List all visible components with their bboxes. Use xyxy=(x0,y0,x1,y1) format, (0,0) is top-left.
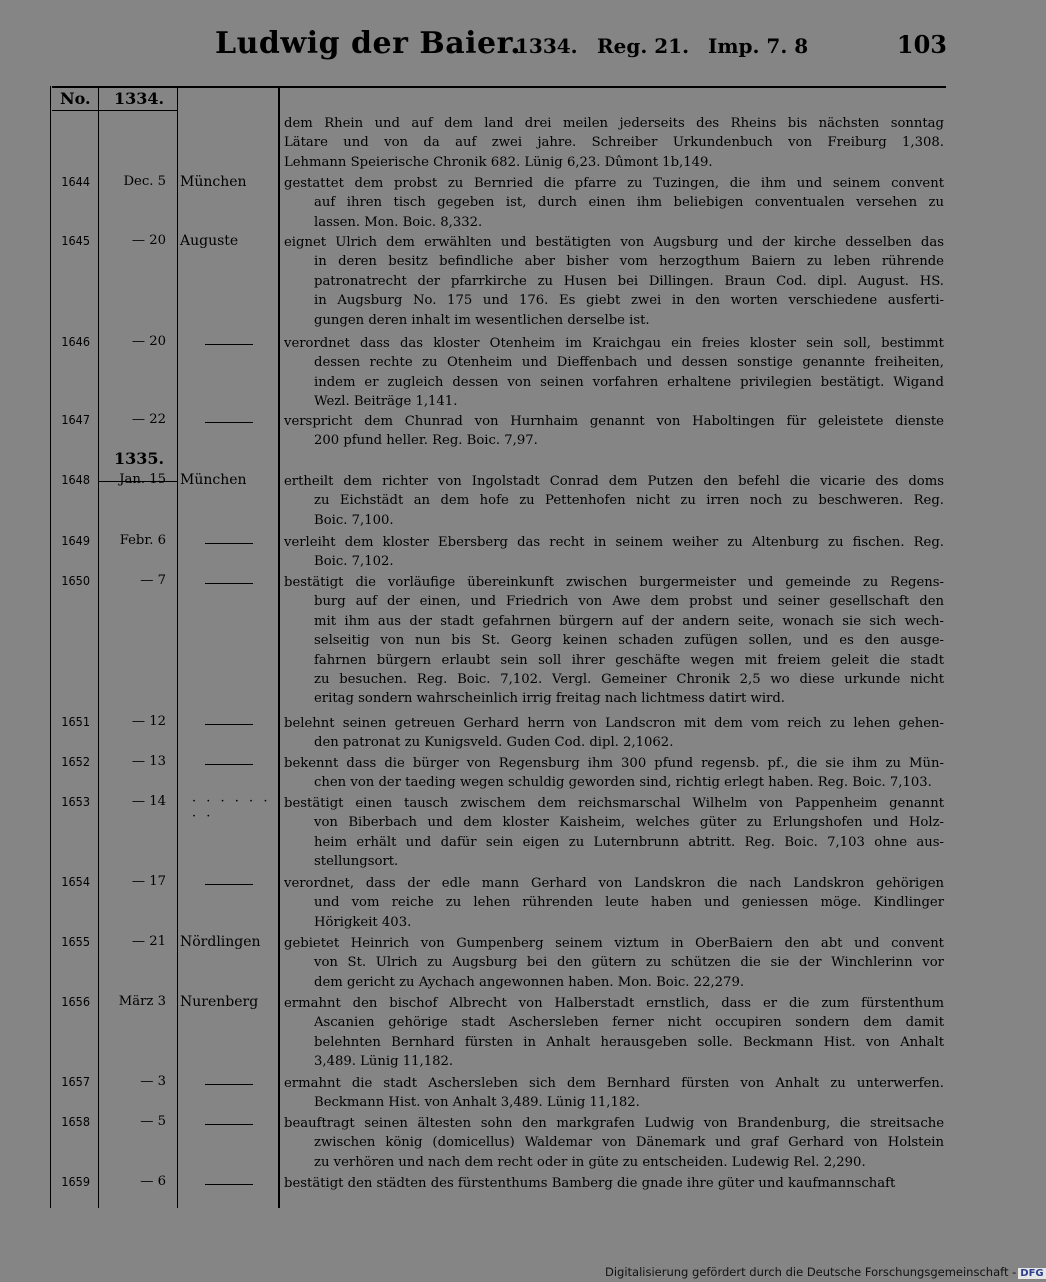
entry-text xyxy=(284,874,944,932)
entry-line: eignet Ulrich dem erwählten und bestätigten von Augsburg und der kirche desselben das xyxy=(284,235,944,250)
entry-place: Nördlingen xyxy=(180,934,261,950)
entry-text xyxy=(284,1114,944,1172)
entry-line: eritag sondern wahrscheinlich irrig freitag nach lichtmess datirt wird. xyxy=(314,691,785,707)
entry-line: Boic. 7,100. xyxy=(314,512,394,528)
entry-date: — 20 xyxy=(131,233,166,248)
place-ditto-rule xyxy=(205,543,253,544)
entry-date: — 5 xyxy=(140,1114,166,1129)
entry-line: zu Eichstädt an dem hofe zu Pettenhofen nicht zu irren noch zu beschweren. Reg. xyxy=(314,493,944,509)
entry-text xyxy=(284,233,944,330)
entry-date: — 3 xyxy=(140,1074,166,1089)
entry-number: 1647 xyxy=(61,412,90,427)
entry-line: Boic. 7,102. xyxy=(314,554,394,570)
entry-text xyxy=(284,934,944,992)
entry-line: von St. Ulrich zu Augsburg bei den gütern zu schützen die sie der Winchlerinn vor xyxy=(314,955,944,971)
entry-text xyxy=(284,714,944,753)
table-left-rule xyxy=(50,86,51,1208)
entry-line: 200 pfund heller. Reg. Boic. 7,97. xyxy=(314,433,538,449)
entry-date: — 6 xyxy=(140,1174,166,1189)
entry-line: verordnet dass das kloster Otenheim im Kraichgau ein freies kloster sein soll, bestimmt xyxy=(284,336,944,351)
entry-text xyxy=(284,794,944,872)
continuation-line: dem Rhein und auf dem land drei meilen jederseits des Rheins bis nächsten sonntag xyxy=(284,116,944,131)
entry-line: von Biberbach und dem kloster Kaisheim, welches güter zu Erlungshofen und Holz- xyxy=(314,815,944,831)
entry-number: 1645 xyxy=(61,233,90,248)
entry-line: belehnten Bernhard fürsten in Anhalt herausgeben solle. Beckmann Hist. von Anhalt xyxy=(314,1034,944,1050)
entry-number: 1654 xyxy=(61,874,90,889)
entry-place: Auguste xyxy=(180,233,239,249)
entry-line: beauftragt seinen ältesten sohn den markgrafen Ludwig von Brandenburg, die streitsache xyxy=(284,1116,944,1131)
running-title: Ludwig der Baier. xyxy=(215,26,522,61)
entry-date: — 22 xyxy=(131,412,166,427)
entry-line: bestätigt den städten des fürstenthums Bamberg die gnade ihre güter und kaufmannschaft xyxy=(284,1176,896,1191)
entry-number: 1655 xyxy=(61,934,90,949)
place-ditto-rule xyxy=(205,724,253,725)
entry-line: dem gericht zu Aychach angewonnen haben. Mon. Boic. 22,279. xyxy=(314,974,745,990)
entry-text xyxy=(284,1174,944,1193)
entry-line: bestätigt die vorläufige übereinkunft zwischen burgermeister und gemeinde zu Regens- xyxy=(284,575,944,590)
entry-number: 1646 xyxy=(61,334,90,349)
regesta-table xyxy=(52,86,946,1208)
entry-number: 1650 xyxy=(61,573,90,588)
place-ditto-rule xyxy=(205,422,253,423)
entry-line: stellungsort. xyxy=(314,854,399,870)
place-ditto-rule xyxy=(205,583,253,584)
running-year: 1334. xyxy=(515,34,578,58)
entry-number: 1651 xyxy=(61,714,90,729)
entry-date: — 20 xyxy=(131,334,166,349)
table-top-rule xyxy=(52,86,946,88)
entry-text xyxy=(284,472,944,530)
entry-text xyxy=(284,334,944,412)
entry-number: 1656 xyxy=(61,994,90,1009)
place-dots: · · · · · · · · xyxy=(192,794,271,824)
continuation-line: Lehmann Speierische Chronik 682. Lünig 6,23. Dûmont 1b,149. xyxy=(284,154,713,170)
place-ditto-rule xyxy=(205,1184,253,1185)
place-ditto-rule xyxy=(205,764,253,765)
entry-line: 3,489. Lünig 11,182. xyxy=(314,1054,454,1070)
col-rule-no xyxy=(98,86,99,1208)
footer-credit xyxy=(605,1265,1046,1279)
entry-text xyxy=(284,573,944,709)
footer-text: Digitalisierung gefördert durch die Deutsche Forschungsgemeinschaft - xyxy=(605,1265,1017,1279)
entry-number: 1644 xyxy=(61,174,90,189)
entry-line: verspricht dem Chunrad von Hurnhaim genannt von Haboltingen für geleistete dienste xyxy=(284,414,944,429)
running-reg: Reg. 21. xyxy=(597,34,690,58)
entry-date: — 13 xyxy=(131,754,166,769)
entry-line: gungen deren inhalt im wesentlichen derselbe ist. xyxy=(314,312,650,328)
entry-line: Wezl. Beiträge 1,141. xyxy=(314,394,458,410)
entry-number: 1652 xyxy=(61,754,90,769)
place-ditto-rule xyxy=(205,344,253,345)
entry-line: und vom reiche zu lehen rührenden leute haben und geniessen möge. Kindlinger xyxy=(314,895,944,911)
entry-line: in deren besitz befindliche aber bisher vom herzogthum Baiern zu leben rührende xyxy=(314,254,944,270)
entry-date: — 14 xyxy=(131,794,166,809)
entry-date: — 17 xyxy=(131,874,166,889)
entry-line: zu verhören und nach dem recht oder in güte zu entscheiden. Ludewig Rel. 2,290. xyxy=(314,1154,866,1170)
entry-line: zu besuchen. Reg. Boic. 7,102. Vergl. Gemeiner Chronik 2,5 wo diese urkunde nicht xyxy=(314,672,944,688)
entry-line: ermahnt die stadt Aschersleben sich dem Bernhard fürsten von Anhalt zu unterwerfen. xyxy=(284,1076,944,1091)
entry-line: Ascanien gehörige stadt Aschersleben ferner nicht occupiren sondern dem damit xyxy=(314,1015,944,1031)
entry-line: gestattet dem probst zu Bernried die pfarre zu Tuzingen, die ihm und seinem convent xyxy=(284,176,944,191)
header-bottom-rule xyxy=(52,110,178,111)
entry-line: zwischen könig (domicellus) Waldemar von Dänemark und graf Gerhard von Holstein xyxy=(314,1135,944,1151)
entry-date: — 21 xyxy=(131,934,166,949)
entry-date: Dec. 5 xyxy=(123,174,166,189)
entry-place: Nurenberg xyxy=(180,994,259,1010)
year-column-header: 1334. xyxy=(114,89,165,108)
dfg-logo: DFG xyxy=(1020,1268,1044,1279)
entry-line: selseitig von nun bis St. Georg keinen schaden zufügen sollen, und es den ausge- xyxy=(314,633,944,649)
entry-date: März 3 xyxy=(118,994,166,1009)
entry-number: 1659 xyxy=(61,1174,90,1189)
col-rule-date xyxy=(177,86,178,1208)
entry-line: mit ihm aus der stadt gefahrnen bürgern auf der andern seite, wonach sie sich wech- xyxy=(314,613,944,629)
entry-date: Jan. 15 xyxy=(119,472,166,487)
entry-line: chen von der taeding wegen schuldig geworden sind, richtig erlegt haben. Reg. Boic. 7,103. xyxy=(314,775,932,791)
entry-number: 1657 xyxy=(61,1074,90,1089)
col-rule-place xyxy=(278,86,280,1208)
entry-line: den patronat zu Kunigsveld. Guden Cod. dipl. 2,1062. xyxy=(314,735,674,751)
no-column-header: No. xyxy=(60,89,91,108)
entry-line: heim erhält und dafür sein eigen zu Luternbrunn abtritt. Reg. Boic. 7,103 ohne aus- xyxy=(314,834,944,850)
place-ditto-rule xyxy=(205,884,253,885)
entry-place: München xyxy=(180,174,247,190)
entry-line: indem er zugleich dessen von seinen vorfahren erhaltene privilegien bestätigt. Wigand xyxy=(314,374,944,390)
entry-number: 1648 xyxy=(61,472,90,487)
entry-place: München xyxy=(180,472,247,488)
place-ditto-rule xyxy=(205,1124,253,1125)
entry-line: ertheilt dem richter von Ingolstadt Conrad dem Putzen den befehl die vicarie des doms xyxy=(284,474,944,489)
continuation-line: Lätare und von da auf zwei jahre. Schreiber Urkundenbuch von Freiburg 1,308. xyxy=(284,135,944,151)
entry-line: burg auf der einen, und Friedrich von Awe dem probst und seiner gesellschaft den xyxy=(314,594,944,610)
running-imp: Imp. 7. 8 xyxy=(708,34,809,58)
entry-line: Hörigkeit 403. xyxy=(314,914,412,930)
entry-line: auf ihren tisch gegeben ist, durch einen ihm beliebigen conventualen versehen zu xyxy=(314,195,944,211)
entry-text xyxy=(284,412,944,451)
entry-date: — 12 xyxy=(131,714,166,729)
entry-line: fahrnen bürgern erlaubt sein soll ihrer geschäfte wegen mit freiem geleit die stadt xyxy=(314,652,944,668)
entry-text xyxy=(284,1074,944,1113)
entry-text xyxy=(284,754,944,793)
entry-line: verordnet, dass der edle mann Gerhard von Landskron die nach Landskron gehörigen xyxy=(284,876,944,891)
entry-line: in Augsburg No. 175 und 176. Es giebt zwei in den worten verschiedene ausferti- xyxy=(314,293,944,309)
entry-line: belehnt seinen getreuen Gerhard herrn von Landscron mit dem vom reich zu lehen gehen- xyxy=(284,716,944,731)
place-ditto-rule xyxy=(205,1084,253,1085)
entry-line: gebietet Heinrich von Gumpenberg seinem viztum in OberBaiern den abt und convent xyxy=(284,936,944,951)
entry-line: dessen rechte zu Otenheim und Dieffenbach und dessen sonstige genannte freiheiten, xyxy=(314,355,944,371)
entry-line: ermahnt den bischof Albrecht von Halberstadt ernstlich, dass er die zum fürstenthum xyxy=(284,996,944,1011)
entry-text xyxy=(284,533,944,572)
entry-line: Beckmann Hist. von Anhalt 3,489. Lünig 11,182. xyxy=(314,1095,640,1111)
entry-number: 1649 xyxy=(61,533,90,548)
entry-text xyxy=(284,994,944,1072)
entry-text xyxy=(284,174,944,232)
year-1335-label: 1335. xyxy=(114,449,165,468)
entry-number: 1658 xyxy=(61,1114,90,1129)
page-header xyxy=(215,26,955,66)
entry-date: Febr. 6 xyxy=(119,533,166,548)
entry-line: patronatrecht der pfarrkirche zu Husen bei Dillingen. Braun Cod. dipl. August. HS. xyxy=(314,273,944,289)
entry-number: 1653 xyxy=(61,794,90,809)
entry-line: bestätigt einen tausch zwischem dem reichsmarschal Wilhelm von Pappenheim genannt xyxy=(284,796,944,811)
entry-line: verleiht dem kloster Ebersberg das recht in seinem weiher zu Altenburg zu fischen. Reg. xyxy=(284,535,944,550)
page-number: 103 xyxy=(896,30,947,59)
continuation-text xyxy=(284,114,944,172)
entry-line: lassen. Mon. Boic. 8,332. xyxy=(314,214,483,230)
entry-date: — 7 xyxy=(140,573,166,588)
entry-line: bekennt dass die bürger von Regensburg ihm 300 pfund regensb. pf., die sie ihm zu Mün- xyxy=(284,756,944,771)
